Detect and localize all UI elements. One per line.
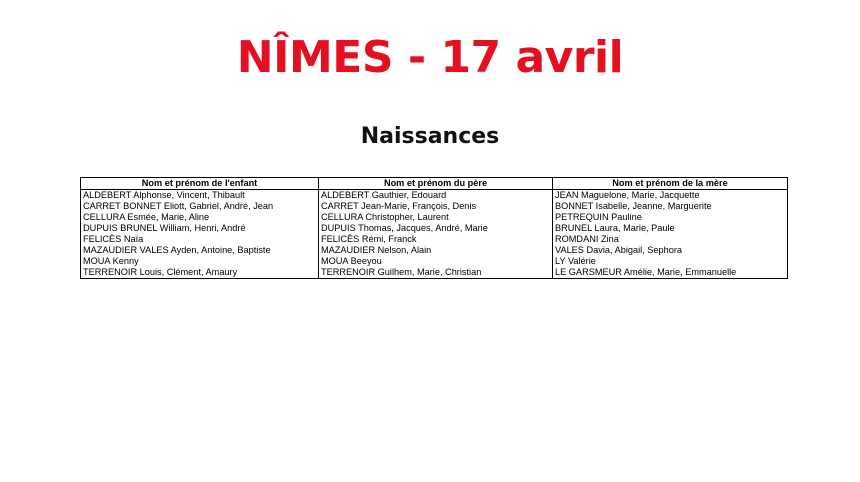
table-header-row bbox=[81, 178, 788, 190]
table-row bbox=[81, 190, 788, 202]
father-cell: ALDEBERT Gauthier, Edouard bbox=[319, 190, 553, 202]
page-title: NÎMES - 17 avril bbox=[236, 32, 624, 83]
child-cell: DUPUIS BRUNEL William, Henri, André bbox=[81, 223, 319, 234]
child-cell: ALDEBERT Alphonse, Vincent, Thibault bbox=[81, 190, 319, 202]
table-row bbox=[81, 201, 788, 212]
child-cell: CELLURA Esmée, Marie, Aline bbox=[81, 212, 319, 223]
child-cell: MAZAUDIER VALES Ayden, Antoine, Baptiste bbox=[81, 245, 319, 256]
mother-cell: PETREQUIN Pauline bbox=[553, 212, 788, 223]
births-table bbox=[80, 177, 788, 279]
mother-cell: LY Valérie bbox=[553, 256, 788, 267]
mother-cell: VALES Davia, Abigail, Sephora bbox=[553, 245, 788, 256]
table-row bbox=[81, 234, 788, 245]
mother-cell: BONNET Isabelle, Jeanne, Marguerite bbox=[553, 201, 788, 212]
section-title: Naissances bbox=[360, 124, 500, 149]
table-row bbox=[81, 223, 788, 234]
father-cell: CELLURA Christopher, Laurent bbox=[319, 212, 553, 223]
father-cell: FELICÈS Rémi, Franck bbox=[319, 234, 553, 245]
header-child-name: Nom et prénom de l'enfant bbox=[81, 178, 319, 190]
father-cell: MAZAUDIER Nelson, Alain bbox=[319, 245, 553, 256]
mother-cell: BRUNEL Laura, Marie, Paule bbox=[553, 223, 788, 234]
father-cell: TERRENOIR Guilhem, Marie, Christian bbox=[319, 267, 553, 279]
header-mother-name: Nom et prénom de la mère bbox=[553, 178, 788, 190]
child-cell: FELICÈS Naïa bbox=[81, 234, 319, 245]
table-row bbox=[81, 245, 788, 256]
father-cell: DUPUIS Thomas, Jacques, André, Marie bbox=[319, 223, 553, 234]
mother-cell: LE GARSMEUR Amélie, Marie, Emmanuelle bbox=[553, 267, 788, 279]
mother-cell: JEAN Maguelone, Marie, Jacquette bbox=[553, 190, 788, 202]
header-father-name: Nom et prénom du père bbox=[319, 178, 553, 190]
father-cell: MOUA Beeyou bbox=[319, 256, 553, 267]
father-cell: CARRET Jean-Marie, François, Denis bbox=[319, 201, 553, 212]
mother-cell: ROMDANI Zina bbox=[553, 234, 788, 245]
table-row bbox=[81, 256, 788, 267]
table-row bbox=[81, 267, 788, 279]
child-cell: TERRENOIR Louis, Clément, Amaury bbox=[81, 267, 319, 279]
table-row bbox=[81, 212, 788, 223]
child-cell: CARRET BONNET Eliott, Gabriel, André, Jean bbox=[81, 201, 319, 212]
child-cell: MOUA Kenny bbox=[81, 256, 319, 267]
